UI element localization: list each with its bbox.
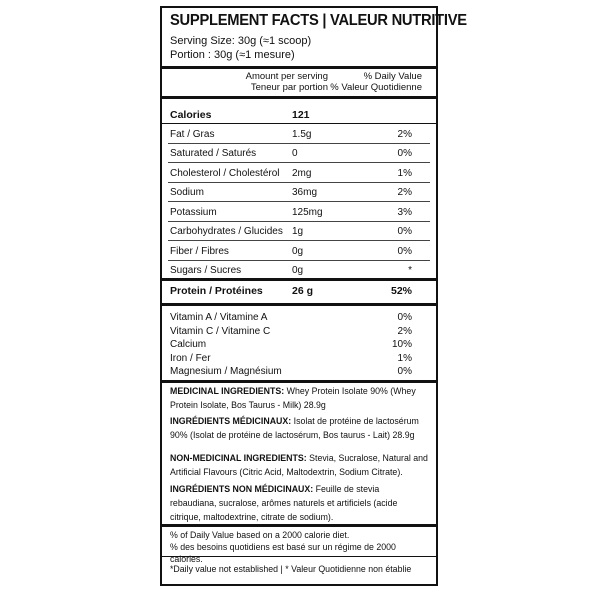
divider bbox=[162, 123, 436, 124]
nutrient-percent: 0% bbox=[397, 226, 412, 237]
not-established-note: *Daily value not established | * Valeur Quotidienne non établie bbox=[170, 564, 412, 574]
nutrient-name: Fat / Gras bbox=[170, 129, 215, 140]
vitamin-percent: 10% bbox=[391, 339, 412, 350]
medicinal-ingredients-fr bbox=[170, 414, 428, 442]
nutrient-row bbox=[170, 143, 428, 162]
serving-size-en: Serving Size: 30g (≈1 scoop) bbox=[170, 35, 312, 47]
vitamin-name: Calcium bbox=[170, 339, 207, 350]
nutrient-amount: 1g bbox=[292, 226, 304, 237]
nutrient-name: Calories bbox=[170, 109, 212, 121]
nutrient-row bbox=[170, 241, 428, 260]
supplement-facts-panel bbox=[160, 6, 467, 586]
vitamin-name: Vitamin C / Vitamine C bbox=[170, 325, 271, 337]
daily-value-footnote bbox=[170, 529, 430, 565]
vitamin-percent: 0% bbox=[397, 312, 412, 323]
amount-header-en: Amount per serving bbox=[245, 71, 328, 82]
ingredient-label: MEDICINAL INGREDIENTS: bbox=[170, 386, 285, 396]
divider bbox=[162, 556, 436, 557]
non-medicinal-ingredients-en bbox=[170, 451, 428, 479]
nutrient-name: Protein / Protéines bbox=[170, 285, 263, 297]
nutrient-amount: 1.5g bbox=[292, 129, 312, 140]
dv-header-fr: % Valeur Quotidienne bbox=[330, 82, 422, 93]
nutrient-percent: 0% bbox=[397, 148, 412, 159]
vitamin-name: Iron / Fer bbox=[170, 352, 211, 364]
nutrient-row bbox=[170, 260, 428, 279]
nutrient-amount: 0 bbox=[292, 148, 298, 159]
divider bbox=[162, 96, 436, 99]
footnote-fr: % des besoins quotidiens est basé sur un régime de 2000 calories. bbox=[170, 542, 396, 564]
nutrient-amount: 2mg bbox=[292, 168, 312, 179]
nutrient-row bbox=[170, 182, 428, 201]
nutrient-percent: * bbox=[408, 265, 412, 276]
vitamin-row bbox=[170, 353, 428, 365]
vitamin-row bbox=[170, 326, 428, 338]
amount-header-fr: Teneur par portion bbox=[250, 82, 328, 93]
vitamin-row bbox=[170, 339, 428, 351]
nutrient-row bbox=[170, 221, 428, 240]
divider bbox=[162, 303, 436, 306]
ingredient-label: INGRÉDIENTS MÉDICINAUX: bbox=[170, 416, 292, 426]
non-medicinal-ingredients-fr bbox=[170, 482, 428, 524]
vitamin-percent: 0% bbox=[397, 366, 412, 377]
nutrient-name: Carbohydrates / Glucides bbox=[170, 226, 283, 237]
nutrient-row bbox=[170, 124, 428, 143]
serving-size-fr: Portion : 30g (≈1 mesure) bbox=[170, 49, 295, 61]
vitamin-percent: 1% bbox=[397, 352, 412, 364]
vitamin-row bbox=[170, 312, 428, 324]
nutrient-name: Saturated / Saturés bbox=[170, 148, 257, 159]
vitamin-percent: 2% bbox=[397, 325, 412, 337]
ingredient-text: Feuille de stevia rebaudiana, sucralose, arômes naturels et artificiels (acide citrique, maltodextrine, citrate de sodium). bbox=[170, 484, 398, 522]
vitamin-name: Magnesium / Magnésium bbox=[170, 366, 282, 377]
vitamin-name: Vitamin A / Vitamine A bbox=[170, 312, 268, 323]
nutrient-name: Sugars / Sucres bbox=[170, 265, 242, 276]
nutrient-amount: 125mg bbox=[292, 207, 323, 218]
nutrient-row bbox=[170, 104, 428, 123]
nutrient-percent: 52% bbox=[390, 285, 412, 297]
footnote-en: % of Daily Value based on a 2000 calorie diet. bbox=[170, 530, 350, 540]
ingredient-text: Whey Protein Isolate 90% (Whey Protein Isolate, Bos Taurus - Milk) 28.9g bbox=[170, 386, 416, 410]
nutrient-row bbox=[170, 163, 428, 182]
nutrient-amount: 36mg bbox=[292, 187, 318, 198]
protein-row bbox=[170, 280, 428, 299]
nutrient-amount: 0g bbox=[292, 246, 304, 257]
nutrient-percent: 3% bbox=[397, 207, 412, 218]
ingredient-label: NON-MEDICINAL INGREDIENTS: bbox=[170, 453, 307, 463]
daily-value-header bbox=[330, 71, 422, 93]
nutrient-name: Potassium bbox=[170, 207, 217, 218]
divider bbox=[162, 380, 436, 383]
ingredient-label: INGRÉDIENTS NON MÉDICINAUX: bbox=[170, 484, 314, 494]
ingredient-text: Isolat de protéine de lactosérum 90% (Isolat de protéine de lactosérum, Bos taurus - Lait) 28.9g bbox=[170, 416, 419, 440]
nutrient-amount: 121 bbox=[292, 109, 310, 121]
nutrient-amount: 26 g bbox=[292, 285, 314, 297]
dv-header-en: % Daily Value bbox=[363, 71, 422, 82]
ingredient-text: Stevia, Sucralose, Natural and Artificial Flavours (Citric Acid, Maltodextrin, Sodium Citrate). bbox=[170, 453, 428, 477]
nutrient-amount: 0g bbox=[292, 265, 304, 276]
panel-title: SUPPLEMENT FACTS | VALEUR NUTRITIVE bbox=[170, 12, 467, 29]
nutrient-name: Sodium bbox=[170, 187, 204, 198]
nutrient-percent: 1% bbox=[397, 168, 412, 179]
nutrient-percent: 2% bbox=[397, 187, 412, 198]
nutrient-name: Cholesterol / Cholestérol bbox=[170, 168, 280, 179]
nutrient-percent: 0% bbox=[397, 246, 412, 257]
divider bbox=[162, 66, 436, 69]
vitamin-row bbox=[170, 366, 428, 378]
amount-per-serving-header bbox=[246, 71, 328, 93]
nutrient-name: Fiber / Fibres bbox=[170, 246, 229, 257]
divider bbox=[162, 524, 436, 527]
nutrient-row bbox=[170, 202, 428, 221]
nutrient-percent: 2% bbox=[397, 129, 412, 140]
medicinal-ingredients-en bbox=[170, 384, 428, 412]
